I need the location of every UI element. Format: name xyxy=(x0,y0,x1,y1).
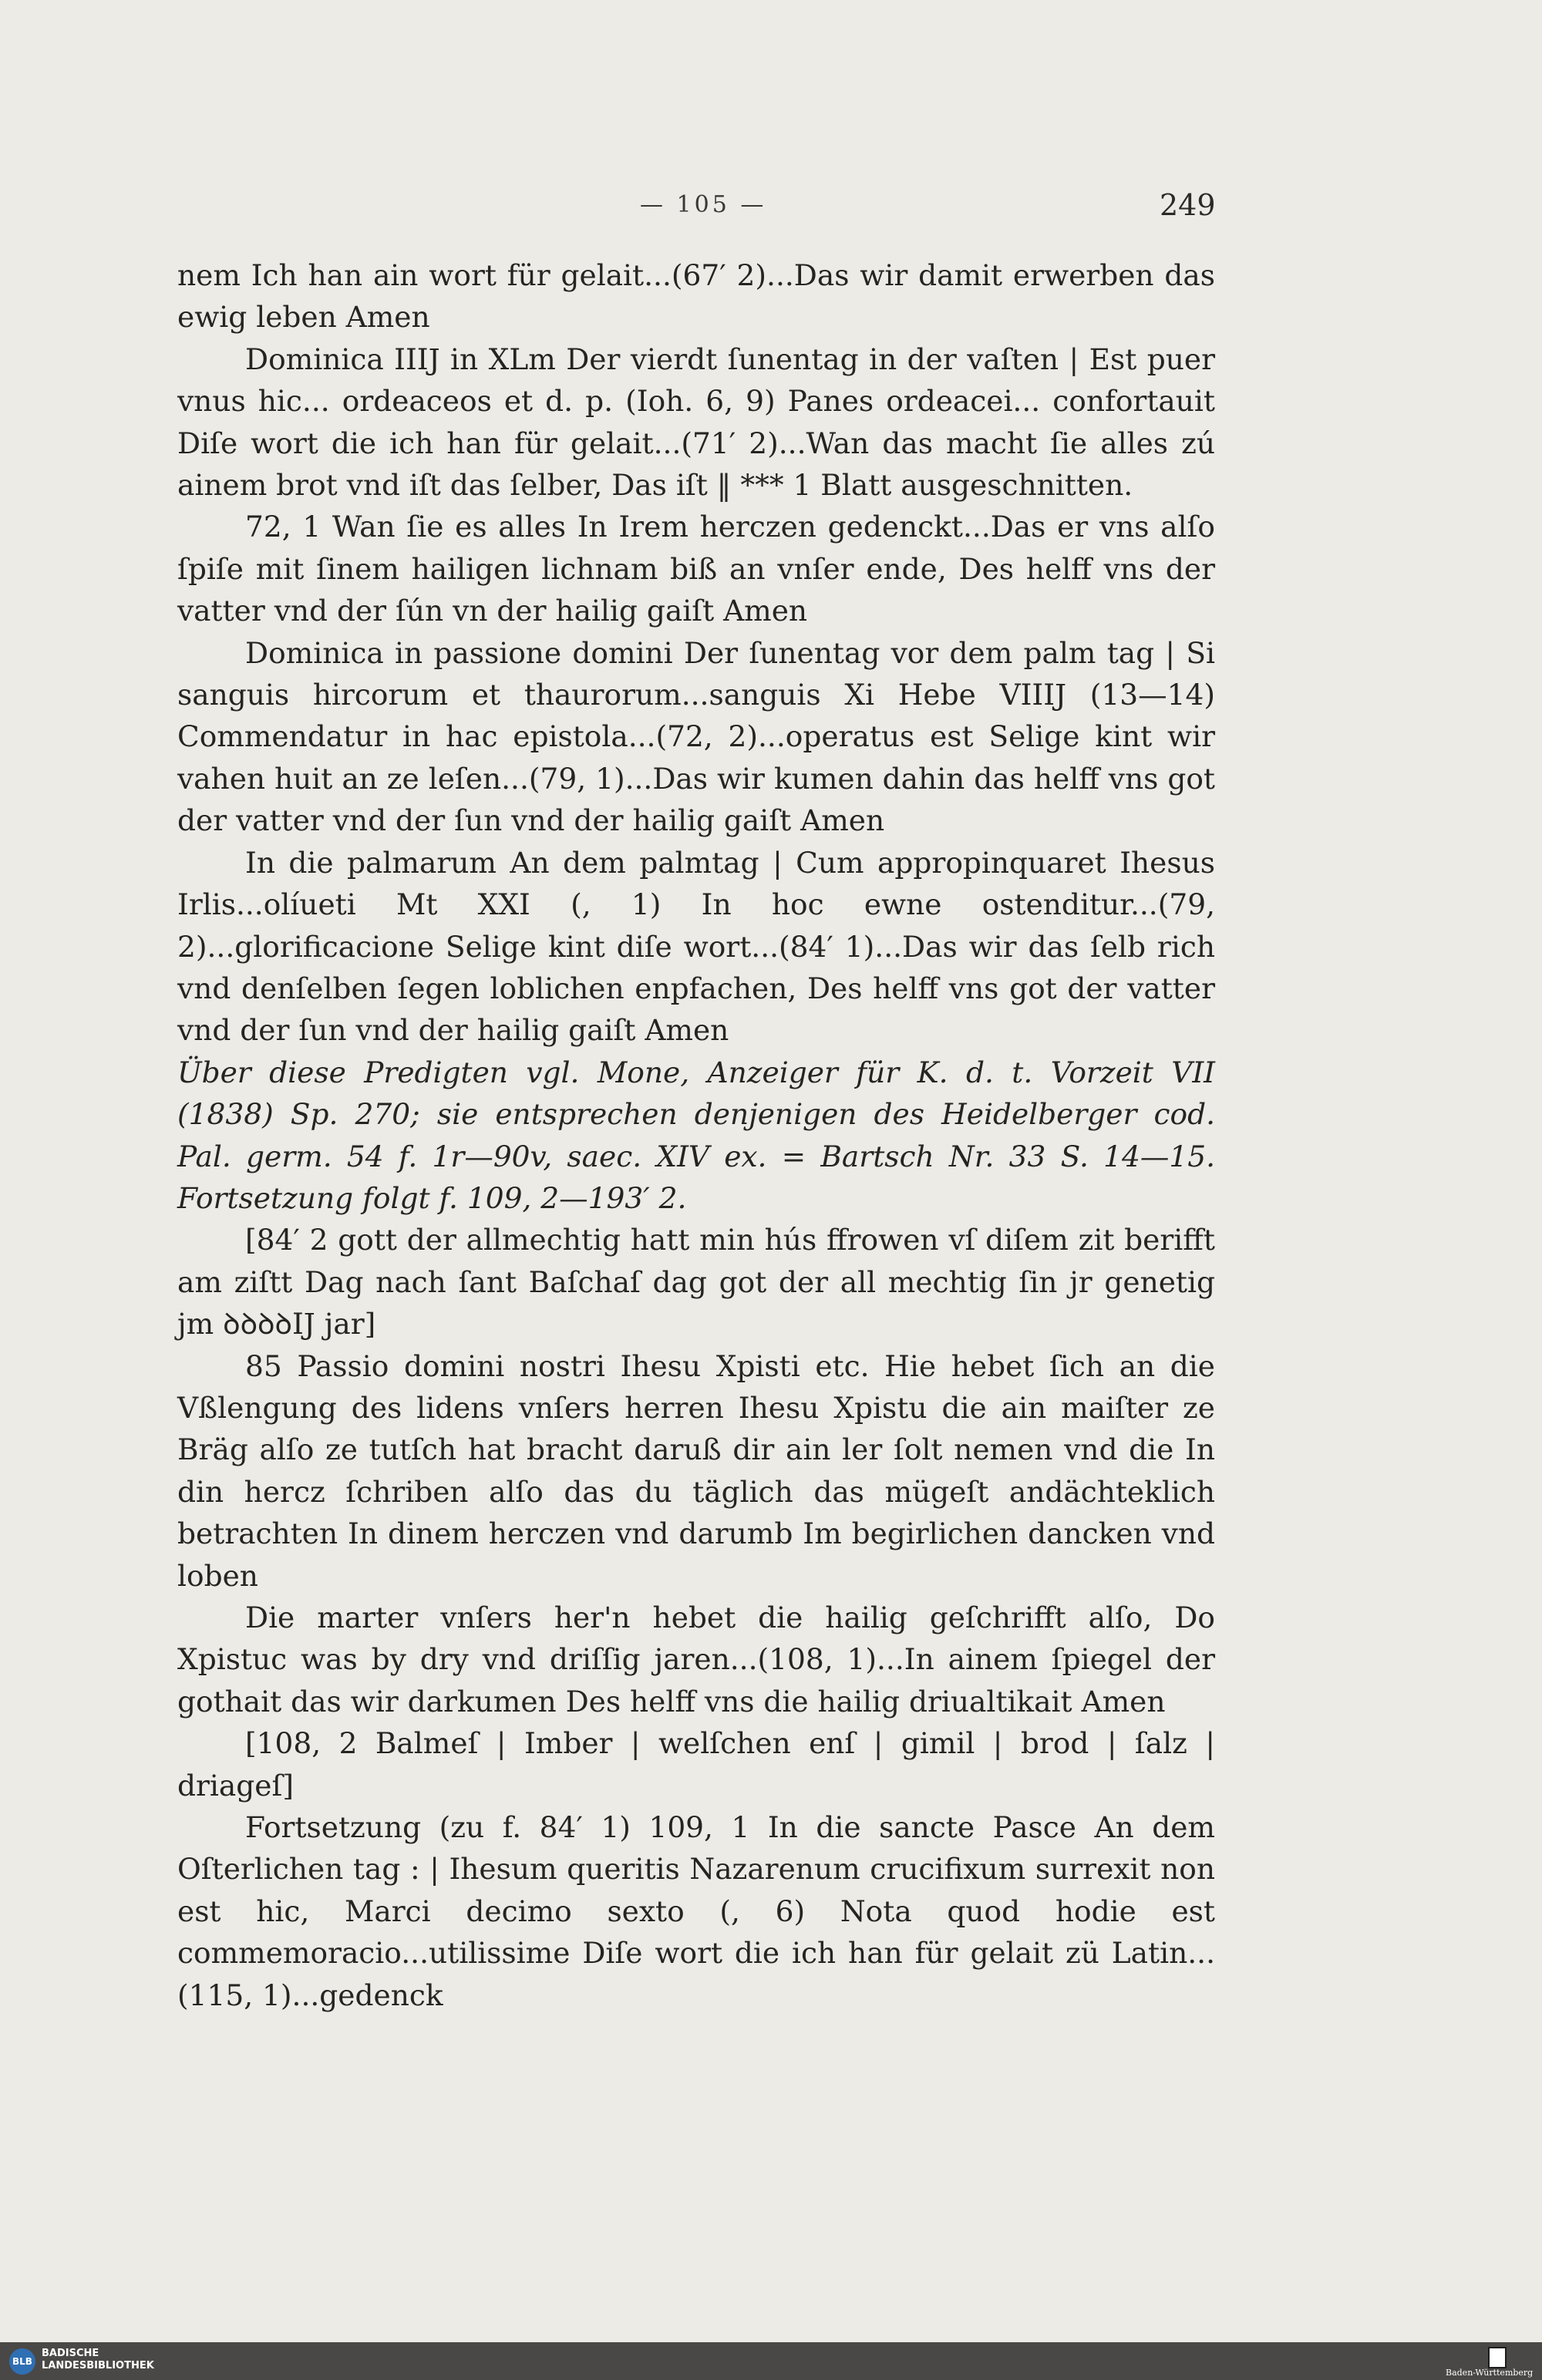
footer-bar xyxy=(0,2342,1542,2380)
body-text xyxy=(177,254,1215,2016)
editorial-note: Über diese Predigten vgl. Mone, Anzeiger für K. d. t. Vorzeit VII (1838) Sp. 270; sie entsprechen denjenigen des Heidelberger cod. Pal. germ. 54 f. 1r—90v, saec. XIV ex. = Bartsch Nr. 33 S. 14—15. Fortsetzung folgt f. 109, 2—193′ 2. xyxy=(177,1055,1215,1215)
paragraph-continuation: nem Ich han ain wort für gelait...(67′ 2)...Das wir damit erwerben das ewig leben Amen xyxy=(177,258,1215,335)
paragraph-dominica-iiij: Dominica IIIJ in XLm Der vierdt ſunentag in der vaſten | Est puer vnus hic... ordeaceos et d. p. (Ioh. 6, 9) Panes ordeacei... confortauit Diſe wort die ich han für gelait...(71′ 2)...Wan das macht ſie alles zú ainem brot vnd iſt das ſelber, Das iſt ‖ *** 1 Blatt ausgeschnitten. xyxy=(177,342,1215,503)
paragraph-72-1: 72, 1 Wan ſie es alles In Irem herczen gedenckt...Das er vns alſo ſpiſe mit ſinem hailigen lichnam biß an vnſer ende, Des helff vns der vatter vnd der ſún vn der hailig gaiſt Amen xyxy=(177,510,1215,628)
blb-logo-icon[interactable]: BLB xyxy=(9,2348,35,2375)
library-name-line2: LANDESBIBLIOTHEK xyxy=(42,2360,154,2372)
page-number-right: 249 xyxy=(1160,188,1216,222)
baden-wuerttemberg-crest-icon[interactable] xyxy=(1488,2347,1507,2368)
library-name[interactable] xyxy=(42,2348,154,2372)
paragraph-dominica-passione: Dominica in passione domini Der ſunentag vor dem palm tag | Si sanguis hircorum et thaurorum...sanguis Xi Hebe VIIIJ (13—14) Commendatur in hac epistola...(72, 2)...operatus est Selige kint wir vahen huit an ze leſen...(79, 1)...Das wir kumen dahin das helff vns got der vatter vnd der ſun vnd der hailig gaiſt Amen xyxy=(177,635,1215,838)
paragraph-fortsetzung: Fortsetzung (zu f. 84′ 1) 109, 1 In die sancte Pasce An dem Oſterlichen tag : | Ihesum queritis Nazarenum crucifixum surrexit non est hic, Marci decimo sexto (, 6) Nota quod hodie est commemoracio...utilissime Diſe wort die ich han für gelait zü Latin...(115, 1)...gedenck xyxy=(177,1810,1215,2012)
library-name-line1: BADISCHE xyxy=(42,2348,99,2359)
paragraph-bracket-84: [84′ 2 gott der allmechtig hatt min hús ffrowen vſ diſem zit berifft am ziſtt Dag nach ſant Baſchaſ dag got der all mechtig ſin jr genetig jm ꝺꝺꝺꝺIJ jar] xyxy=(177,1223,1215,1341)
paragraph-palmarum: In die palmarum An dem palmtag | Cum appropinquaret Ihesus Irlis...olíueti Mt XXI (, 1) In hoc ewne ostenditur...(79, 2)...glorificacione Selige kint diſe wort...(84′ 1)...Das wir das ſelb rich vnd denſelben ſegen loblichen enpfachen, Des helff vns got der vatter vnd der ſun vnd der hailig gaiſt Amen xyxy=(177,845,1215,1048)
state-label: Baden-Württemberg xyxy=(1446,2368,1534,2378)
paragraph-passio: 85 Passio domini nostri Ihesu Xpisti etc. Hie hebet ſich an die Vßlengung des lidens vnſers herren Ihesu Xpistu die ain maiſter ze Bräg alſo ze tutſch hat bracht daruß dir ain ler ſolt nemen vnd die In din hercz ſchriben alſo das du täglich das mügeſt andächteklich betrachten In dinem herczen vnd darumb Im begirlichen dancken vnd loben xyxy=(177,1348,1215,1593)
page-number-center: — 105 — xyxy=(640,191,767,218)
paragraph-marter: Die marter vnſers her'n hebet die hailig geſchrifft alſo, Do Xpistuc was by dry vnd driſſig jaren...(108, 1)...In ainem ſpiegel der gothait das wir darkumen Des helff vns die hailig driualtikait Amen xyxy=(177,1601,1215,1719)
page-header xyxy=(0,188,1542,237)
paragraph-bracket-108: [108, 2 Balmeſ | Imber | welſchen enſ | gimil | brod | ſalz | driageſ] xyxy=(177,1726,1215,1803)
